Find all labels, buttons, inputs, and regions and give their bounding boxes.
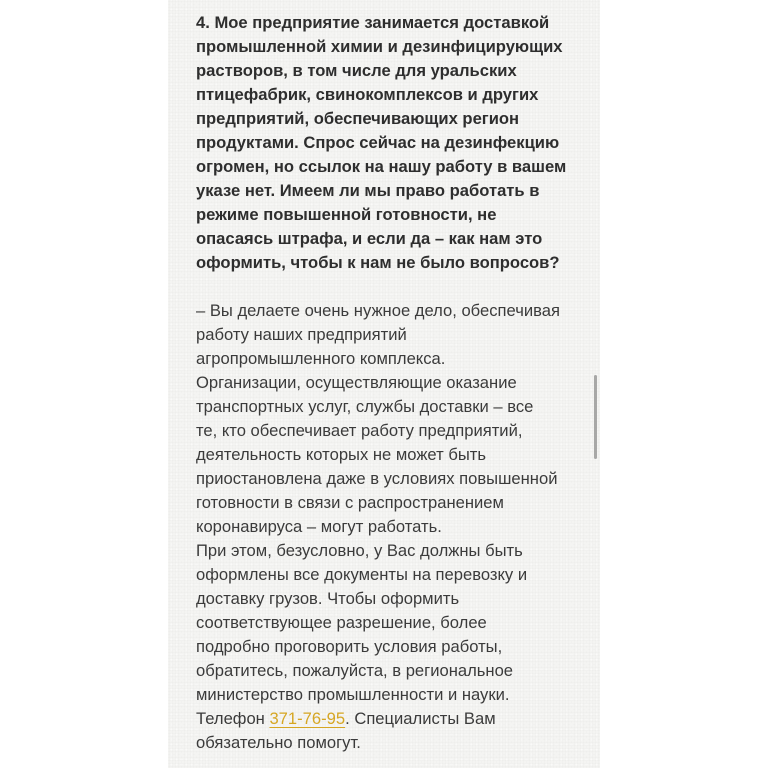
scroll-indicator[interactable] (594, 375, 597, 459)
answer-line: соответствующее разрешение, более (196, 613, 487, 632)
phone-suffix: . Специалисты Вам (345, 709, 496, 728)
answer-line: Организации, осуществляющие оказание (196, 373, 517, 392)
question-line: предприятий, обеспечивающих регион (196, 109, 520, 128)
phone-prefix: Телефон (196, 709, 270, 728)
answer-line: транспортных услуг, службы доставки – все (196, 397, 534, 416)
question-line: птицефабрик, свинокомплексов и других (196, 85, 539, 104)
answer-line: обратитесь, пожалуйста, в региональное (196, 661, 514, 680)
phone-line (196, 707, 588, 731)
answer-line: деятельность которых не может быть (196, 445, 486, 464)
answer-line: доставку грузов. Чтобы оформить (196, 589, 460, 608)
answer-block (196, 299, 588, 755)
answer-line: те, кто обеспечивает работу предприятий, (196, 421, 523, 440)
answer-line: агропромышленного комплекса. (196, 349, 446, 368)
paragraph-gap (196, 275, 588, 299)
question-line: указе нет. Имеем ли мы право работать в (196, 181, 540, 200)
phone-number-link[interactable]: 371-76-95 (269, 709, 346, 728)
answer-line: работу наших предприятий (196, 325, 407, 344)
question-line: опасаясь штрафа, и если да – как нам это (196, 229, 543, 248)
question-line: огромен, но ссылок на нашу работу в вашем (196, 157, 567, 176)
question-line: растворов, в том числе для уральских (196, 61, 517, 80)
answer-line: готовности в связи с распространением (196, 493, 504, 512)
question-line: продуктами. Спрос сейчас на дезинфекцию (196, 133, 560, 152)
question-block (196, 11, 588, 275)
answer-line: приостановлена даже в условиях повышенной (196, 469, 558, 488)
answer-line: – Вы делаете очень нужное дело, обеспечивая (196, 301, 560, 320)
answer-line: подробно проговорить условия работы, (196, 637, 503, 656)
question-line: 4. Мое предприятие занимается доставкой (196, 13, 550, 32)
question-line: промышленной химии и дезинфицирующих (196, 37, 563, 56)
note-content (196, 11, 588, 755)
answer-line: При этом, безусловно, у Вас должны быть (196, 541, 523, 560)
closing-line: обязательно помогут. (196, 733, 361, 752)
answer-line: оформлены все документы на перевозку и (196, 565, 528, 584)
question-line: режиме повышенной готовности, не (196, 205, 497, 224)
note-page[interactable] (168, 0, 600, 768)
question-line: оформить, чтобы к нам не было вопросов? (196, 253, 560, 272)
answer-line: министерство промышленности и науки. (196, 685, 510, 704)
answer-line: коронавируса – могут работать. (196, 517, 442, 536)
